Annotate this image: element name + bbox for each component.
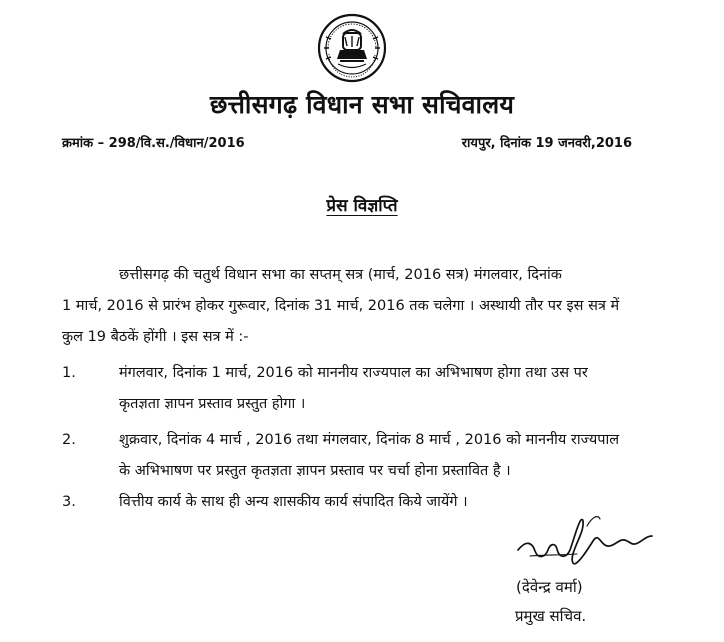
- place-and-date: रायपुर, दिनांक 19 जनवरी,2016: [461, 136, 632, 151]
- session-item-2-number: 2.: [62, 432, 76, 448]
- session-item-3-number: 3.: [62, 494, 76, 510]
- organization-heading: छत्तीसगढ़ विधान सभा सचिवालय: [209, 90, 515, 119]
- session-item-1-line-1: मंगलवार, दिनांक 1 मार्च, 2016 को माननीय राज्यपाल का अभिभाषण होगा तथा उस पर: [119, 365, 588, 381]
- intro-paragraph: [62, 260, 662, 353]
- reference-number: क्रमांक – 298/वि.स./विधान/2016: [62, 136, 245, 151]
- vidhan-sabha-seal-icon: [316, 12, 388, 84]
- intro-paragraph-line-1: छत्तीसगढ़ की चतुर्थ विधान सभा का सप्तम् सत्र (मार्च, 2016 सत्र) मंगलवार, दिनांक: [119, 267, 562, 283]
- signatory-name: (देवेन्द्र वर्मा): [516, 578, 583, 596]
- session-item-3-line-1: वित्तीय कार्य के साथ ही अन्य शासकीय कार्य संपादित किये जायेंगे ।: [119, 494, 468, 510]
- press-release-title-text: प्रेस विज्ञप्ति: [326, 196, 398, 216]
- signatory-designation: प्रमुख सचिव.: [515, 607, 587, 625]
- intro-paragraph-line-3: कुल 19 बैठकें होंगी । इस सत्र में :-: [62, 329, 249, 345]
- session-item-1-number: 1.: [62, 365, 76, 381]
- session-item-2-text: [119, 425, 679, 487]
- reference-line: [62, 133, 632, 153]
- session-item-2-line-1: शुक्रवार, दिनांक 4 मार्च , 2016 तथा मंगलवार, दिनांक 8 मार्च , 2016 को माननीय राज्यपाल: [119, 432, 620, 448]
- session-item-1-text: [119, 358, 679, 420]
- session-item-1-line-2: कृतज्ञता ज्ञापन प्रस्ताव प्रस्तुत होगा ।: [119, 396, 306, 412]
- handwritten-signature-icon: [514, 511, 659, 574]
- press-release-title: [0, 193, 724, 216]
- intro-paragraph-line-2: 1 मार्च, 2016 से प्रारंभ होकर गुरूवार, दिनांक 31 मार्च, 2016 तक चलेगा । अस्थायी तौर पर इस सत्र में: [62, 298, 620, 314]
- session-item-2-line-2: के अभिभाषण पर प्रस्तुत कृतज्ञता ज्ञापन प्रस्ताव पर चर्चा होना प्रस्तावित है ।: [119, 463, 511, 479]
